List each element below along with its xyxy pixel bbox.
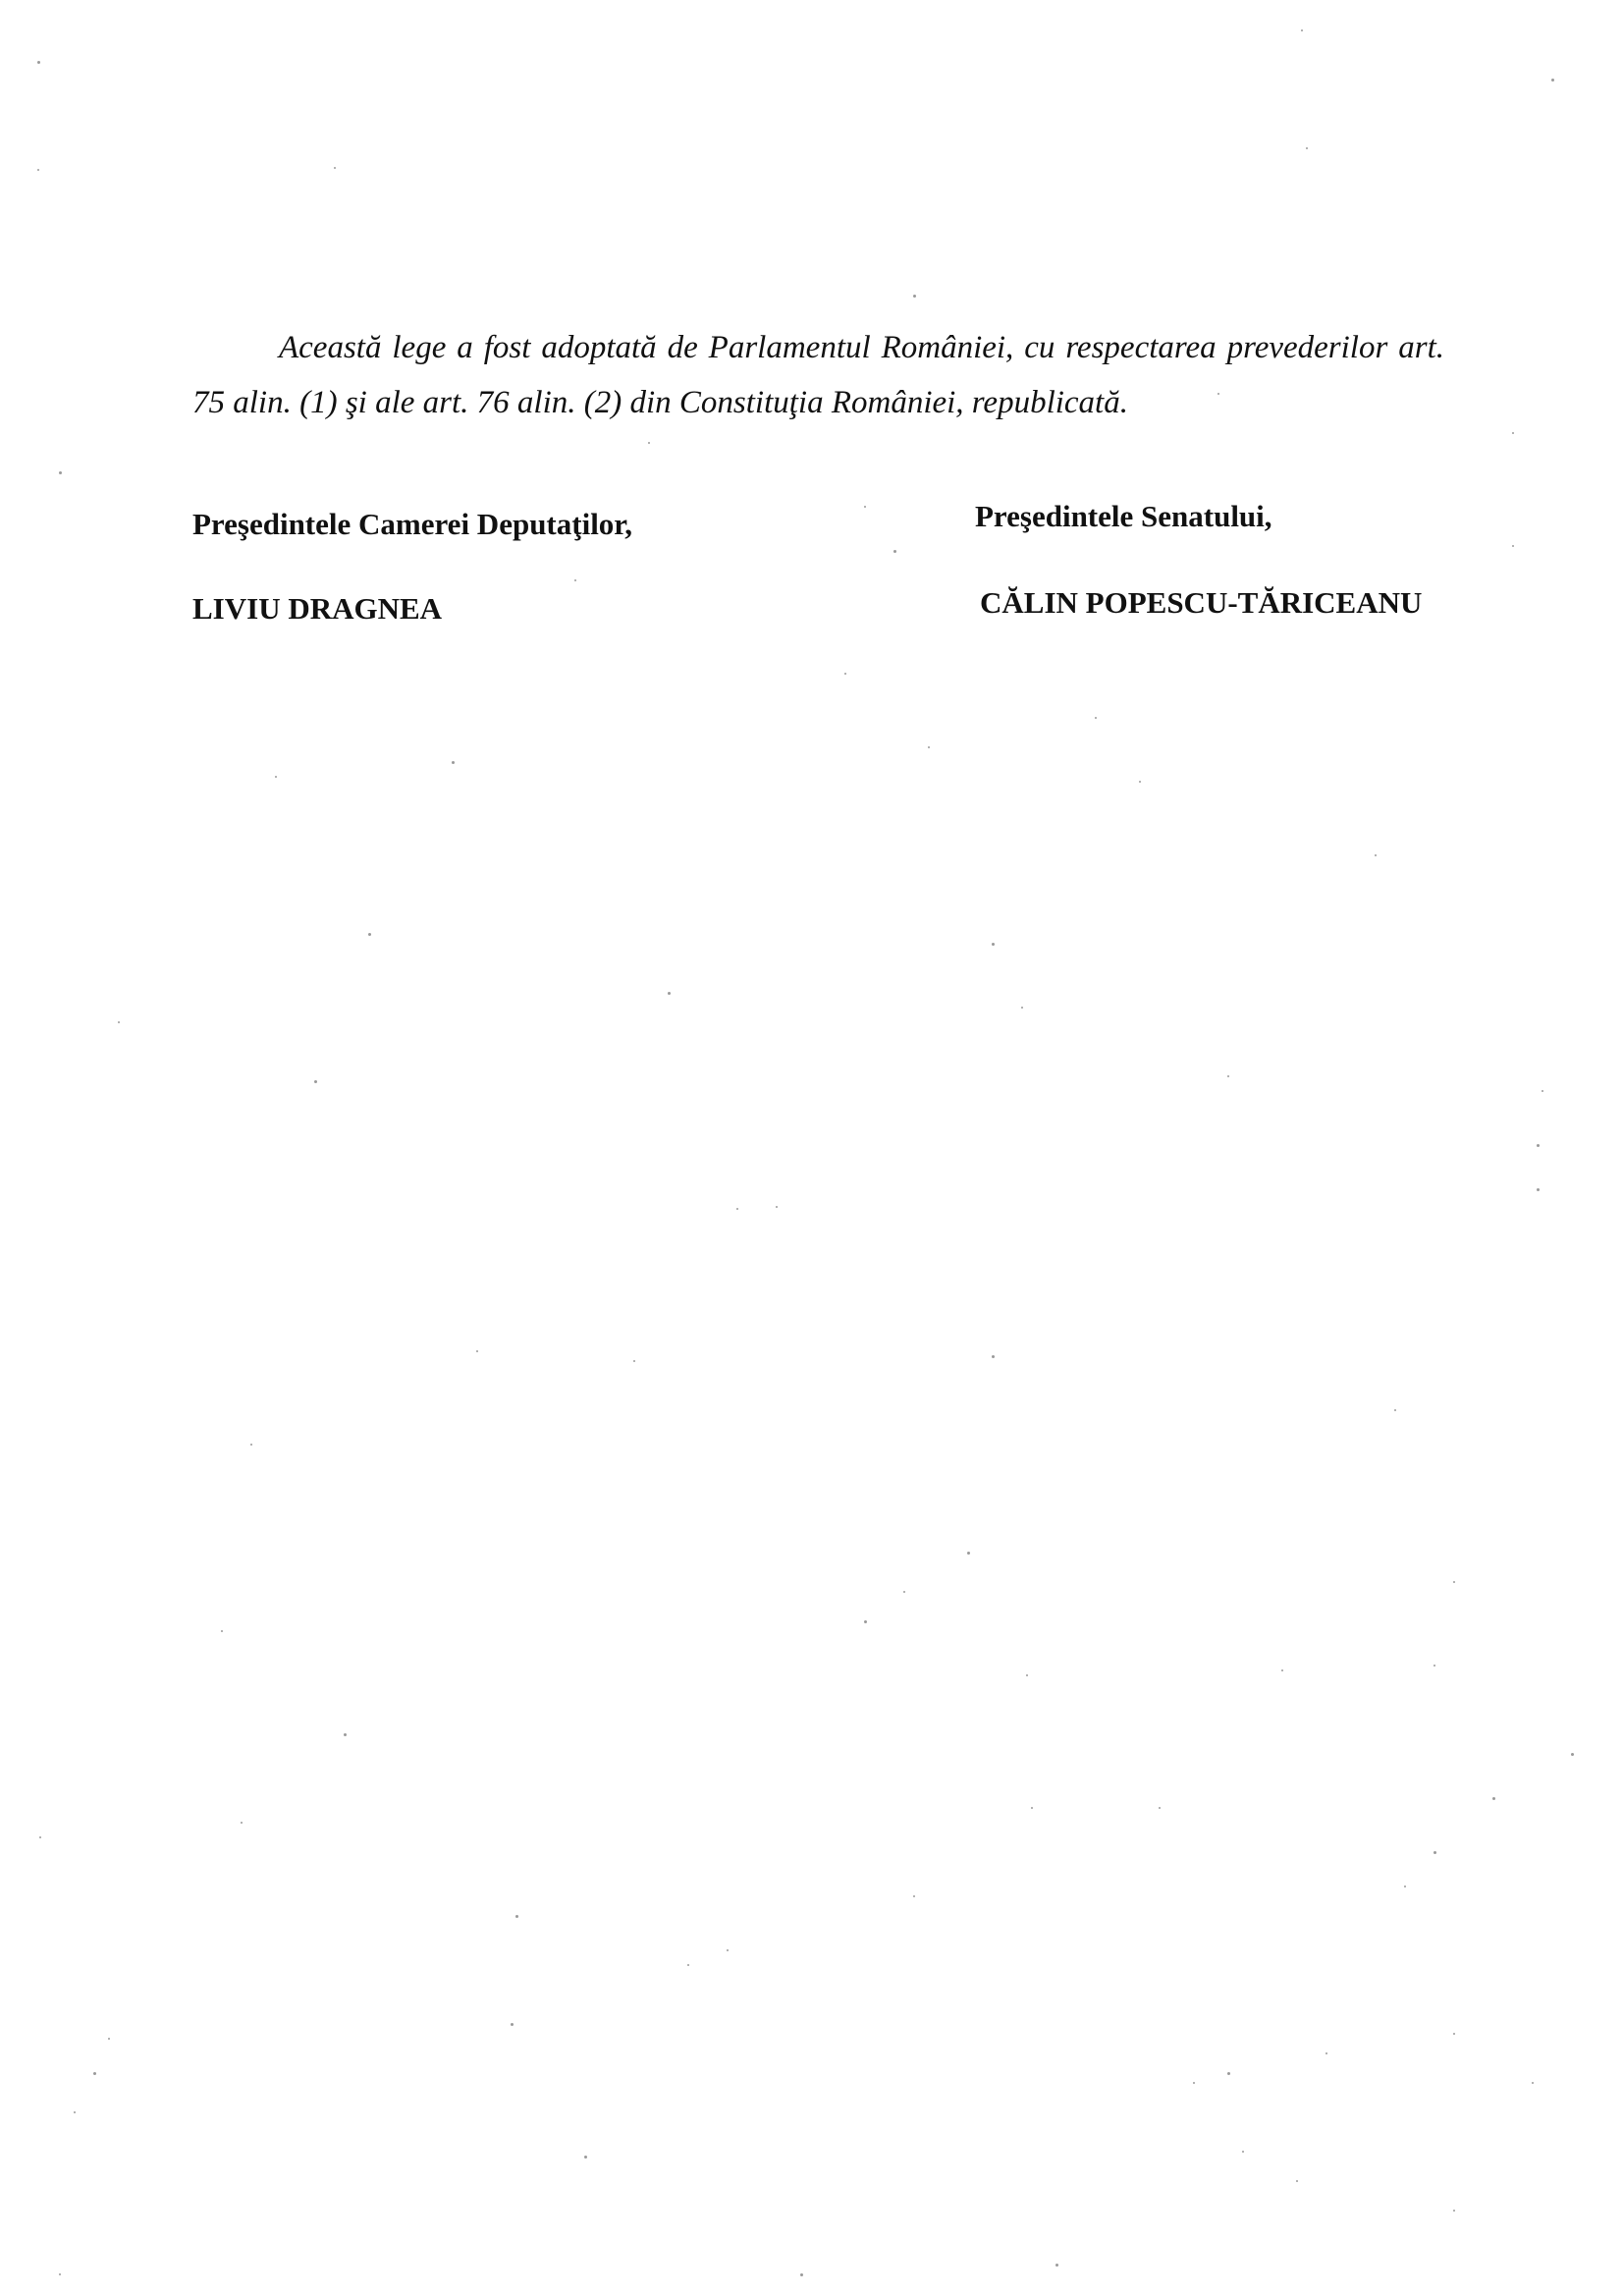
adoption-statement-line-1: Această lege a fost adoptată de Parlamentul României, cu respectarea prevederilor art. bbox=[279, 330, 1444, 365]
adoption-statement bbox=[192, 320, 1444, 430]
scan-speck bbox=[1453, 1581, 1455, 1583]
scan-speck bbox=[1227, 1075, 1229, 1077]
scan-speck bbox=[668, 992, 671, 995]
scan-speck bbox=[1571, 1753, 1574, 1756]
scan-speck bbox=[1492, 1797, 1495, 1800]
scan-speck bbox=[1021, 1007, 1023, 1009]
scan-speck bbox=[1301, 29, 1303, 31]
scan-speck bbox=[992, 943, 995, 946]
scan-speck bbox=[37, 169, 39, 171]
scan-speck bbox=[93, 2072, 96, 2075]
scan-speck bbox=[727, 1949, 729, 1951]
scan-speck bbox=[275, 776, 277, 778]
scan-speck bbox=[1551, 79, 1554, 82]
scan-speck bbox=[1453, 2210, 1455, 2212]
scan-speck bbox=[1306, 147, 1308, 149]
scan-speck bbox=[118, 1021, 120, 1023]
scan-speck bbox=[992, 1355, 995, 1358]
scan-speck bbox=[1375, 854, 1377, 856]
scan-speck bbox=[108, 2038, 110, 2040]
scan-speck bbox=[1281, 1669, 1283, 1671]
scan-speck bbox=[1139, 781, 1141, 783]
scan-speck bbox=[1159, 1807, 1161, 1809]
scan-speck bbox=[1227, 2072, 1230, 2075]
chamber-president-name: LIVIU DRAGNEA bbox=[192, 591, 443, 626]
scan-speck bbox=[515, 1915, 518, 1918]
scan-speck bbox=[913, 295, 916, 298]
scan-speck bbox=[334, 167, 336, 169]
senate-president-title: Preşedintele Senatului, bbox=[975, 499, 1272, 533]
scan-speck bbox=[1242, 2151, 1244, 2153]
scan-speck bbox=[967, 1552, 970, 1555]
scan-speck bbox=[1434, 1851, 1436, 1854]
scan-speck bbox=[1434, 1665, 1435, 1667]
scan-speck bbox=[736, 1208, 738, 1210]
scan-speck bbox=[1532, 2082, 1534, 2084]
scan-speck bbox=[1537, 1188, 1540, 1191]
scan-speck bbox=[1404, 1886, 1406, 1887]
adoption-statement-line-2: 75 alin. (1) şi ale art. 76 alin. (2) din Constituţia României, republicată. bbox=[192, 385, 1128, 420]
scan-speck bbox=[1394, 1409, 1396, 1411]
scan-speck bbox=[241, 1822, 243, 1824]
scan-speck bbox=[1296, 2180, 1298, 2182]
scan-speck bbox=[1193, 2082, 1195, 2084]
scan-speck bbox=[476, 1350, 478, 1352]
scan-speck bbox=[776, 1206, 778, 1208]
scan-speck bbox=[39, 1836, 41, 1838]
senate-president-name: CĂLIN POPESCU-TĂRICEANU bbox=[980, 585, 1423, 620]
scan-speck bbox=[633, 1360, 635, 1362]
scan-speck bbox=[584, 2156, 587, 2159]
scan-speck bbox=[928, 746, 930, 748]
scan-speck bbox=[1055, 2264, 1058, 2267]
scan-speck bbox=[1095, 717, 1097, 719]
scan-speck bbox=[1542, 1090, 1543, 1092]
scan-speck bbox=[368, 933, 371, 936]
scan-speck bbox=[314, 1080, 317, 1083]
scan-speck bbox=[893, 550, 896, 553]
scan-speck bbox=[903, 1591, 905, 1593]
scan-speck bbox=[221, 1630, 223, 1632]
scan-speck bbox=[1217, 393, 1219, 395]
scan-speck bbox=[913, 1895, 915, 1897]
scan-speck bbox=[74, 2111, 76, 2113]
scan-speck bbox=[1031, 1807, 1033, 1809]
chamber-president-title: Preşedintele Camerei Deputaţilor, bbox=[192, 507, 632, 541]
scan-speck bbox=[452, 761, 455, 764]
scan-speck bbox=[648, 442, 650, 444]
scan-speck bbox=[1325, 2052, 1327, 2054]
scan-speck bbox=[1512, 432, 1514, 434]
scan-speck bbox=[864, 506, 866, 508]
scan-speck bbox=[800, 2273, 803, 2276]
scan-speck bbox=[59, 2273, 61, 2275]
scan-speck bbox=[1453, 2033, 1455, 2035]
scan-speck bbox=[1026, 1674, 1028, 1676]
scan-speck bbox=[344, 1733, 347, 1736]
scan-speck bbox=[59, 471, 62, 474]
scan-speck bbox=[1537, 1144, 1540, 1147]
scan-speck bbox=[687, 1964, 689, 1966]
scan-speck bbox=[250, 1444, 252, 1446]
scan-speck bbox=[864, 1620, 867, 1623]
scan-speck bbox=[844, 673, 846, 675]
scan-speck bbox=[574, 579, 576, 581]
scan-speck bbox=[37, 61, 40, 64]
scan-speck bbox=[1512, 545, 1514, 547]
scan-speck bbox=[511, 2023, 514, 2026]
